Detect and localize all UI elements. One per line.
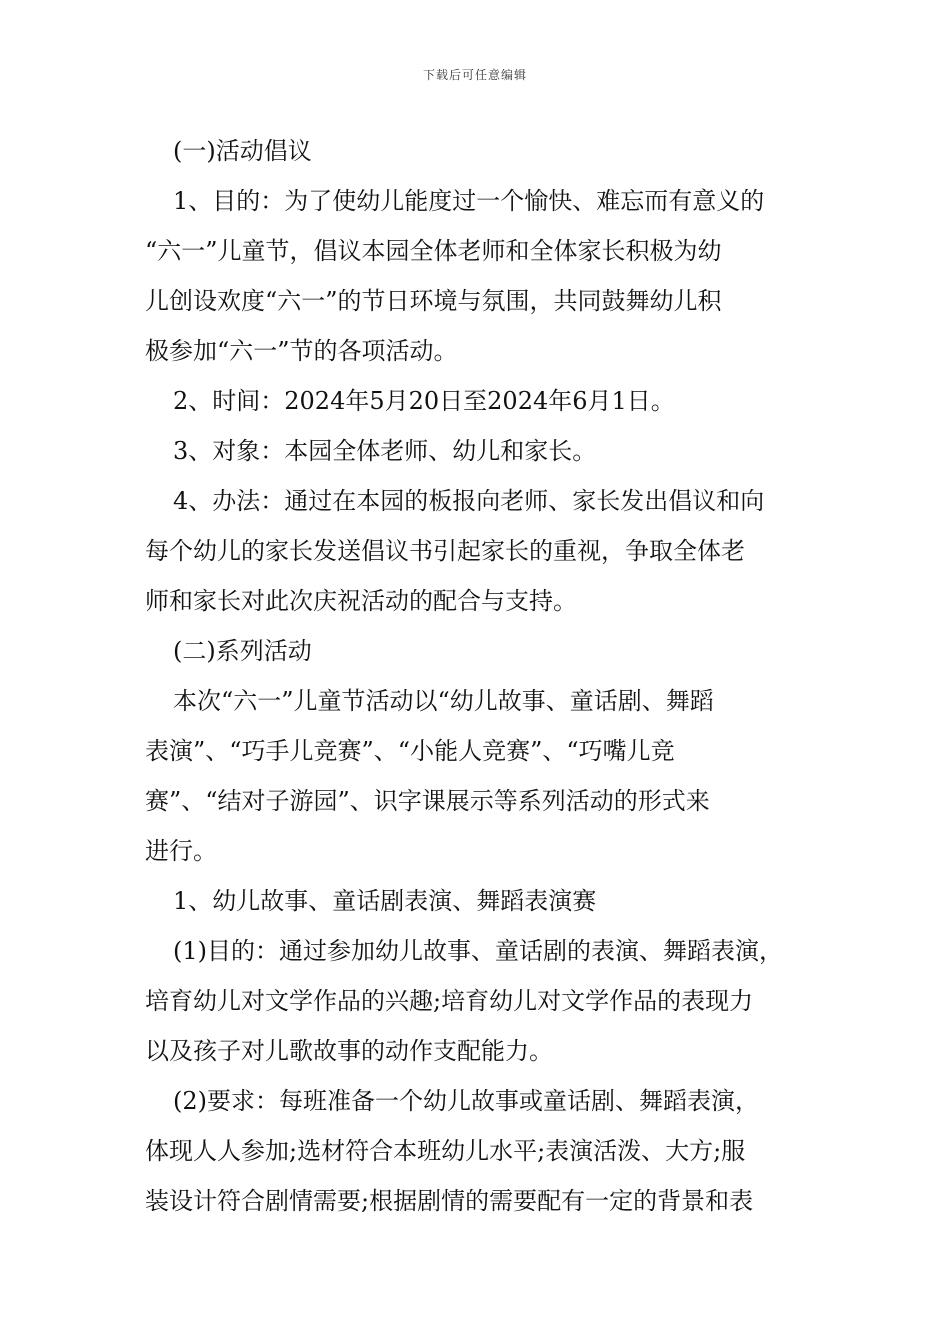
header-note: 下载后可任意编辑 — [422, 68, 527, 82]
text-line: 每个幼儿的家长发送倡议书引起家长的重视，争取全体老 — [145, 537, 745, 565]
text-line: 进行。 — [145, 837, 217, 865]
text-line: 体现人人参加;选材符合本班幼儿水平;表演活泼、大方;服 — [145, 1137, 746, 1165]
text-line: (2)要求：每班准备一个幼儿故事或童话剧、舞蹈表演， — [173, 1087, 759, 1115]
text-line: 极参加“六一”节的各项活动。 — [145, 337, 458, 365]
text-line: 4、办法：通过在本园的板报向老师、家长发出倡议和向 — [173, 487, 765, 515]
text-line: 表演”、“巧手儿竞赛”、“小能人竞赛”、“巧嘴儿竞 — [145, 737, 675, 765]
text-line: (1)目的：通过参加幼儿故事、童话剧的表演、舞蹈表演， — [173, 937, 783, 965]
text-line: 师和家长对此次庆祝活动的配合与支持。 — [145, 587, 577, 615]
text-line: 以及孩子对儿歌故事的动作支配能力。 — [145, 1037, 553, 1065]
text-line: 3、对象：本园全体老师、幼儿和家长。 — [173, 437, 597, 465]
document-body — [145, 126, 810, 1226]
text-line: 儿创设欢度“六一”的节日环境与氛围，共同鼓舞幼儿积 — [145, 287, 722, 315]
text-line: 1、目的：为了使幼儿能度过一个愉快、难忘而有意义的 — [173, 187, 765, 215]
text-line: 本次“六一”儿童节活动以“幼儿故事、童话剧、舞蹈 — [173, 687, 714, 715]
text-line: (二)系列活动 — [173, 637, 312, 665]
text-line: 2、时间：2024年5月20日至2024年6月1日。 — [173, 387, 675, 415]
text-line: 1、幼儿故事、童话剧表演、舞蹈表演赛 — [173, 887, 597, 915]
text-line: 装设计符合剧情需要;根据剧情的需要配有一定的背景和表 — [145, 1187, 754, 1215]
text-line: 赛”、“结对子游园”、识字课展示等系列活动的形式来 — [145, 787, 710, 815]
text-line: (一)活动倡议 — [173, 137, 312, 165]
text-line: “六一”儿童节，倡议本园全体老师和全体家长积极为幼 — [145, 237, 722, 265]
text-line: 培育幼儿对文学作品的兴趣;培育幼儿对文学作品的表现力 — [145, 987, 754, 1015]
